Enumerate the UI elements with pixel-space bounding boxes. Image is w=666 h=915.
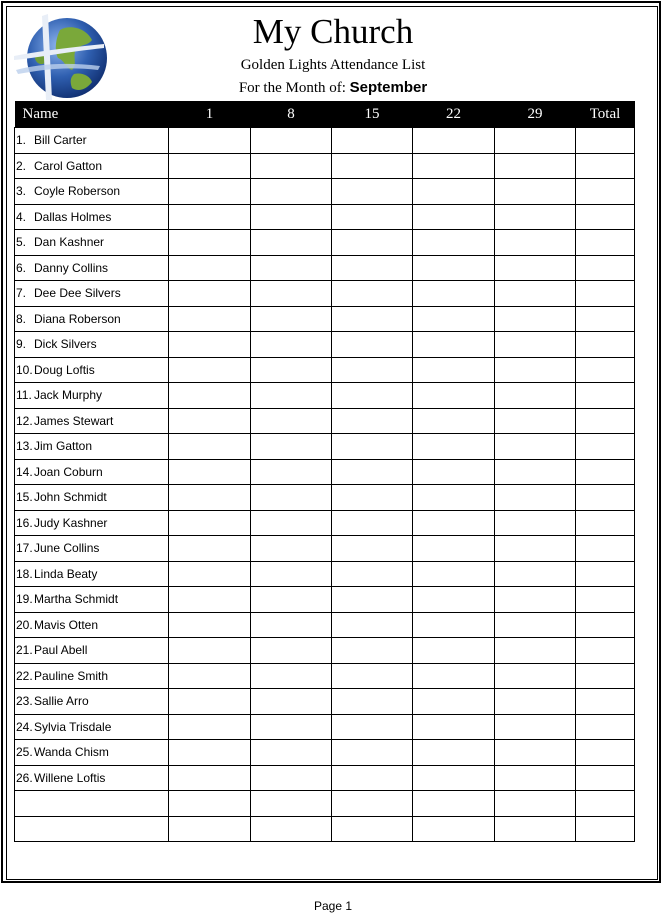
name-cell bbox=[15, 587, 169, 613]
name-cell bbox=[15, 510, 169, 536]
attendance-cell[interactable] bbox=[251, 612, 332, 638]
attendance-cell[interactable] bbox=[332, 765, 413, 791]
table-row bbox=[15, 663, 635, 689]
attendance-cell[interactable] bbox=[332, 740, 413, 766]
attendance-cell[interactable] bbox=[413, 663, 495, 689]
table-row bbox=[15, 357, 635, 383]
attendance-cell[interactable] bbox=[169, 765, 251, 791]
member-name: Dallas Holmes bbox=[34, 209, 112, 224]
table-row bbox=[15, 204, 635, 230]
attendance-cell[interactable] bbox=[332, 434, 413, 460]
attendance-cell[interactable] bbox=[169, 638, 251, 664]
month-line bbox=[0, 79, 666, 97]
attendance-cell[interactable] bbox=[495, 612, 576, 638]
attendance-cell[interactable] bbox=[495, 740, 576, 766]
row-number: 24. bbox=[16, 719, 33, 734]
attendance-cell[interactable] bbox=[413, 561, 495, 587]
row-number: 13. bbox=[16, 439, 33, 454]
name-cell bbox=[15, 816, 169, 842]
attendance-cell[interactable] bbox=[251, 408, 332, 434]
attendance-cell[interactable] bbox=[413, 765, 495, 791]
attendance-cell[interactable] bbox=[169, 714, 251, 740]
attendance-cell[interactable] bbox=[332, 714, 413, 740]
member-name: Joan Coburn bbox=[34, 464, 103, 479]
attendance-cell[interactable] bbox=[413, 332, 495, 358]
attendance-cell[interactable] bbox=[413, 689, 495, 715]
table-row bbox=[15, 459, 635, 485]
column-header-date-15: 15 bbox=[332, 101, 413, 128]
total-cell[interactable] bbox=[576, 740, 635, 766]
member-name: Martha Schmidt bbox=[34, 592, 119, 607]
total-cell[interactable] bbox=[576, 230, 635, 256]
table-row bbox=[15, 689, 635, 715]
attendance-cell[interactable] bbox=[332, 638, 413, 664]
row-number: 14. bbox=[16, 464, 33, 479]
total-cell[interactable] bbox=[576, 128, 635, 154]
attendance-cell[interactable] bbox=[413, 740, 495, 766]
total-cell[interactable] bbox=[576, 816, 635, 842]
attendance-cell[interactable] bbox=[332, 408, 413, 434]
table-row bbox=[15, 128, 635, 154]
member-name: Paul Abell bbox=[34, 643, 88, 658]
attendance-cell[interactable] bbox=[413, 230, 495, 256]
attendance-cell[interactable] bbox=[169, 536, 251, 562]
attendance-cell[interactable] bbox=[332, 612, 413, 638]
attendance-cell[interactable] bbox=[495, 689, 576, 715]
row-number: 17. bbox=[16, 541, 33, 556]
attendance-cell[interactable] bbox=[332, 153, 413, 179]
member-name: John Schmidt bbox=[34, 490, 107, 505]
attendance-cell[interactable] bbox=[332, 255, 413, 281]
row-number: 25. bbox=[16, 745, 33, 760]
attendance-cell[interactable] bbox=[495, 306, 576, 332]
total-cell[interactable] bbox=[576, 612, 635, 638]
attendance-table bbox=[14, 101, 635, 842]
attendance-cell[interactable] bbox=[169, 383, 251, 409]
total-cell[interactable] bbox=[576, 306, 635, 332]
name-cell bbox=[15, 153, 169, 179]
table-row bbox=[15, 536, 635, 562]
column-header-date-1: 1 bbox=[169, 101, 251, 128]
member-name: Carol Gatton bbox=[34, 158, 103, 173]
table-row bbox=[15, 306, 635, 332]
total-cell[interactable] bbox=[576, 714, 635, 740]
total-cell[interactable] bbox=[576, 179, 635, 205]
name-cell bbox=[15, 255, 169, 281]
list-subtitle: Golden Lights Attendance List bbox=[240, 57, 426, 73]
row-number: 10. bbox=[16, 362, 33, 377]
attendance-cell[interactable] bbox=[332, 281, 413, 307]
attendance-cell[interactable] bbox=[495, 408, 576, 434]
attendance-cell[interactable] bbox=[169, 510, 251, 536]
row-number: 2. bbox=[16, 158, 27, 173]
attendance-cell[interactable] bbox=[169, 179, 251, 205]
member-name: Sylvia Trisdale bbox=[34, 719, 112, 734]
page-number: Page 1 bbox=[313, 899, 353, 913]
name-cell bbox=[15, 459, 169, 485]
attendance-cell[interactable] bbox=[495, 791, 576, 817]
name-cell bbox=[15, 306, 169, 332]
attendance-cell[interactable] bbox=[413, 816, 495, 842]
attendance-cell[interactable] bbox=[169, 281, 251, 307]
row-number: 6. bbox=[16, 260, 27, 275]
attendance-cell[interactable] bbox=[169, 485, 251, 511]
attendance-cell[interactable] bbox=[169, 791, 251, 817]
table-row bbox=[15, 740, 635, 766]
attendance-cell[interactable] bbox=[251, 281, 332, 307]
attendance-cell[interactable] bbox=[413, 179, 495, 205]
attendance-cell[interactable] bbox=[251, 663, 332, 689]
attendance-cell[interactable] bbox=[251, 383, 332, 409]
total-cell[interactable] bbox=[576, 663, 635, 689]
member-name: Dick Silvers bbox=[34, 337, 97, 352]
attendance-cell[interactable] bbox=[332, 128, 413, 154]
attendance-cell[interactable] bbox=[251, 459, 332, 485]
table-row bbox=[15, 408, 635, 434]
attendance-cell[interactable] bbox=[495, 281, 576, 307]
attendance-cell[interactable] bbox=[251, 434, 332, 460]
table-row bbox=[15, 281, 635, 307]
total-cell[interactable] bbox=[576, 459, 635, 485]
attendance-cell[interactable] bbox=[169, 230, 251, 256]
attendance-cell[interactable] bbox=[495, 204, 576, 230]
attendance-cell[interactable] bbox=[495, 459, 576, 485]
attendance-cell[interactable] bbox=[413, 638, 495, 664]
table-row bbox=[15, 561, 635, 587]
attendance-cell[interactable] bbox=[332, 459, 413, 485]
table-row bbox=[15, 587, 635, 613]
table-row bbox=[15, 332, 635, 358]
attendance-cell[interactable] bbox=[251, 204, 332, 230]
month-value: September bbox=[349, 79, 428, 96]
attendance-cell[interactable] bbox=[495, 816, 576, 842]
total-cell[interactable] bbox=[576, 791, 635, 817]
column-header-date-8: 8 bbox=[251, 101, 332, 128]
attendance-cell[interactable] bbox=[169, 587, 251, 613]
member-name: Judy Kashner bbox=[34, 515, 108, 530]
total-cell[interactable] bbox=[576, 765, 635, 791]
attendance-cell[interactable] bbox=[413, 714, 495, 740]
attendance-cell[interactable] bbox=[169, 663, 251, 689]
attendance-cell[interactable] bbox=[251, 587, 332, 613]
member-name: Mavis Otten bbox=[34, 617, 99, 632]
table-row bbox=[15, 791, 635, 817]
member-name: Jack Murphy bbox=[34, 388, 103, 403]
attendance-cell[interactable] bbox=[169, 459, 251, 485]
attendance-cell[interactable] bbox=[495, 383, 576, 409]
attendance-cell[interactable] bbox=[251, 332, 332, 358]
column-header-name: Name bbox=[15, 101, 169, 128]
attendance-cell[interactable] bbox=[169, 612, 251, 638]
row-number: 20. bbox=[16, 617, 33, 632]
member-name: Linda Beaty bbox=[34, 566, 98, 581]
attendance-cell[interactable] bbox=[251, 306, 332, 332]
column-header-date-29: 29 bbox=[495, 101, 576, 128]
attendance-cell[interactable] bbox=[413, 204, 495, 230]
attendance-cell[interactable] bbox=[332, 230, 413, 256]
name-cell bbox=[15, 689, 169, 715]
total-cell[interactable] bbox=[576, 561, 635, 587]
attendance-cell[interactable] bbox=[495, 510, 576, 536]
member-name: Dee Dee Silvers bbox=[34, 286, 121, 301]
attendance-cell[interactable] bbox=[251, 740, 332, 766]
name-cell bbox=[15, 281, 169, 307]
row-number: 3. bbox=[16, 184, 27, 199]
attendance-cell[interactable] bbox=[495, 255, 576, 281]
member-name: Doug Loftis bbox=[34, 362, 95, 377]
attendance-cell[interactable] bbox=[251, 714, 332, 740]
row-number: 16. bbox=[16, 515, 33, 530]
name-cell bbox=[15, 128, 169, 154]
table-row bbox=[15, 510, 635, 536]
name-cell bbox=[15, 638, 169, 664]
name-cell bbox=[15, 663, 169, 689]
attendance-cell[interactable] bbox=[332, 587, 413, 613]
attendance-cell[interactable] bbox=[169, 740, 251, 766]
member-name: James Stewart bbox=[34, 413, 114, 428]
attendance-cell[interactable] bbox=[332, 561, 413, 587]
attendance-cell[interactable] bbox=[413, 357, 495, 383]
row-number: 9. bbox=[16, 337, 27, 352]
attendance-cell[interactable] bbox=[495, 638, 576, 664]
total-cell[interactable] bbox=[576, 408, 635, 434]
member-name: Diana Roberson bbox=[34, 311, 121, 326]
total-cell[interactable] bbox=[576, 153, 635, 179]
attendance-cell[interactable] bbox=[251, 255, 332, 281]
name-cell bbox=[15, 561, 169, 587]
member-name: Sallie Arro bbox=[34, 694, 89, 709]
table-row bbox=[15, 230, 635, 256]
attendance-cell[interactable] bbox=[251, 485, 332, 511]
attendance-cell[interactable] bbox=[332, 791, 413, 817]
total-cell[interactable] bbox=[576, 434, 635, 460]
table-row bbox=[15, 612, 635, 638]
attendance-cell[interactable] bbox=[495, 765, 576, 791]
table-row bbox=[15, 179, 635, 205]
attendance-cell[interactable] bbox=[332, 383, 413, 409]
attendance-cell[interactable] bbox=[332, 536, 413, 562]
attendance-cell[interactable] bbox=[332, 485, 413, 511]
attendance-cell[interactable] bbox=[169, 561, 251, 587]
table-row bbox=[15, 638, 635, 664]
attendance-cell[interactable] bbox=[495, 714, 576, 740]
name-cell bbox=[15, 765, 169, 791]
attendance-cell[interactable] bbox=[251, 791, 332, 817]
name-cell bbox=[15, 536, 169, 562]
attendance-cell[interactable] bbox=[169, 816, 251, 842]
table-row bbox=[15, 765, 635, 791]
attendance-cell[interactable] bbox=[495, 434, 576, 460]
attendance-cell[interactable] bbox=[495, 561, 576, 587]
attendance-cell[interactable] bbox=[413, 153, 495, 179]
total-cell[interactable] bbox=[576, 383, 635, 409]
name-cell bbox=[15, 612, 169, 638]
attendance-cell[interactable] bbox=[413, 306, 495, 332]
total-cell[interactable] bbox=[576, 536, 635, 562]
attendance-cell[interactable] bbox=[332, 204, 413, 230]
attendance-cell[interactable] bbox=[413, 536, 495, 562]
attendance-cell[interactable] bbox=[495, 128, 576, 154]
name-cell bbox=[15, 179, 169, 205]
total-cell[interactable] bbox=[576, 485, 635, 511]
attendance-cell[interactable] bbox=[251, 689, 332, 715]
table-row bbox=[15, 485, 635, 511]
name-cell bbox=[15, 408, 169, 434]
total-cell[interactable] bbox=[576, 357, 635, 383]
attendance-cell[interactable] bbox=[495, 663, 576, 689]
name-cell bbox=[15, 204, 169, 230]
attendance-cell[interactable] bbox=[413, 459, 495, 485]
attendance-cell[interactable] bbox=[251, 638, 332, 664]
attendance-cell[interactable] bbox=[169, 689, 251, 715]
total-cell[interactable] bbox=[576, 204, 635, 230]
name-cell bbox=[15, 332, 169, 358]
row-number: 1. bbox=[16, 133, 27, 148]
name-cell bbox=[15, 434, 169, 460]
attendance-cell[interactable] bbox=[413, 434, 495, 460]
row-number: 4. bbox=[16, 209, 27, 224]
member-name: Wanda Chism bbox=[34, 745, 109, 760]
attendance-cell[interactable] bbox=[495, 332, 576, 358]
attendance-cell[interactable] bbox=[413, 510, 495, 536]
attendance-cell[interactable] bbox=[332, 179, 413, 205]
attendance-cell[interactable] bbox=[332, 332, 413, 358]
attendance-cell[interactable] bbox=[169, 255, 251, 281]
name-cell bbox=[15, 485, 169, 511]
member-name: Pauline Smith bbox=[34, 668, 109, 683]
table-row bbox=[15, 383, 635, 409]
attendance-cell[interactable] bbox=[251, 536, 332, 562]
row-number: 15. bbox=[16, 490, 33, 505]
attendance-cell[interactable] bbox=[251, 153, 332, 179]
row-number: 5. bbox=[16, 235, 27, 250]
total-cell[interactable] bbox=[576, 638, 635, 664]
attendance-cell[interactable] bbox=[495, 485, 576, 511]
month-label: For the Month of: bbox=[238, 80, 346, 96]
row-number: 23. bbox=[16, 694, 33, 709]
attendance-cell[interactable] bbox=[169, 332, 251, 358]
attendance-cell[interactable] bbox=[251, 765, 332, 791]
page-title: My Church bbox=[252, 12, 414, 51]
name-cell bbox=[15, 791, 169, 817]
member-name: Coyle Roberson bbox=[34, 184, 121, 199]
attendance-cell[interactable] bbox=[251, 230, 332, 256]
column-header-total: Total bbox=[576, 101, 635, 128]
total-cell[interactable] bbox=[576, 332, 635, 358]
name-cell bbox=[15, 230, 169, 256]
attendance-cell[interactable] bbox=[169, 434, 251, 460]
total-cell[interactable] bbox=[576, 281, 635, 307]
attendance-cell[interactable] bbox=[413, 791, 495, 817]
table-row bbox=[15, 153, 635, 179]
table-header-row bbox=[15, 101, 635, 128]
attendance-cell[interactable] bbox=[251, 179, 332, 205]
row-number: 7. bbox=[16, 286, 27, 301]
row-number: 19. bbox=[16, 592, 33, 607]
attendance-cell[interactable] bbox=[169, 408, 251, 434]
total-cell[interactable] bbox=[576, 587, 635, 613]
member-name: Jim Gatton bbox=[34, 439, 93, 454]
attendance-cell[interactable] bbox=[495, 587, 576, 613]
column-header-date-22: 22 bbox=[413, 101, 495, 128]
name-cell bbox=[15, 714, 169, 740]
attendance-cell[interactable] bbox=[251, 561, 332, 587]
attendance-cell[interactable] bbox=[413, 485, 495, 511]
total-cell[interactable] bbox=[576, 510, 635, 536]
table-row bbox=[15, 255, 635, 281]
name-cell bbox=[15, 357, 169, 383]
row-number: 8. bbox=[16, 311, 27, 326]
attendance-cell[interactable] bbox=[413, 255, 495, 281]
attendance-cell[interactable] bbox=[332, 357, 413, 383]
attendance-cell[interactable] bbox=[495, 357, 576, 383]
total-cell[interactable] bbox=[576, 689, 635, 715]
attendance-cell[interactable] bbox=[413, 128, 495, 154]
attendance-cell[interactable] bbox=[495, 153, 576, 179]
attendance-cell[interactable] bbox=[332, 510, 413, 536]
attendance-cell[interactable] bbox=[169, 128, 251, 154]
row-number: 26. bbox=[16, 770, 33, 785]
attendance-cell[interactable] bbox=[169, 153, 251, 179]
attendance-cell[interactable] bbox=[413, 587, 495, 613]
row-number: 22. bbox=[16, 668, 33, 683]
total-cell[interactable] bbox=[576, 255, 635, 281]
member-name: Danny Collins bbox=[34, 260, 109, 275]
attendance-cell[interactable] bbox=[332, 306, 413, 332]
attendance-cell[interactable] bbox=[495, 536, 576, 562]
attendance-cell[interactable] bbox=[251, 816, 332, 842]
attendance-cell[interactable] bbox=[413, 612, 495, 638]
member-name: Willene Loftis bbox=[34, 770, 106, 785]
member-name: June Collins bbox=[34, 541, 100, 556]
member-name: Dan Kashner bbox=[34, 235, 105, 250]
row-number: 11. bbox=[16, 388, 32, 403]
attendance-cell[interactable] bbox=[169, 357, 251, 383]
attendance-cell[interactable] bbox=[413, 383, 495, 409]
row-number: 18. bbox=[16, 566, 33, 581]
name-cell bbox=[15, 383, 169, 409]
name-cell bbox=[15, 740, 169, 766]
row-number: 21. bbox=[16, 643, 33, 658]
attendance-cell[interactable] bbox=[169, 204, 251, 230]
table-row bbox=[15, 816, 635, 842]
attendance-cell[interactable] bbox=[413, 408, 495, 434]
attendance-cell[interactable] bbox=[251, 510, 332, 536]
member-name: Bill Carter bbox=[34, 133, 87, 148]
attendance-cell[interactable] bbox=[495, 230, 576, 256]
attendance-cell[interactable] bbox=[251, 128, 332, 154]
attendance-cell[interactable] bbox=[251, 357, 332, 383]
attendance-cell[interactable] bbox=[332, 663, 413, 689]
table-row bbox=[15, 714, 635, 740]
attendance-cell[interactable] bbox=[169, 306, 251, 332]
attendance-cell[interactable] bbox=[495, 179, 576, 205]
attendance-cell[interactable] bbox=[332, 689, 413, 715]
table-row bbox=[15, 434, 635, 460]
attendance-cell[interactable] bbox=[332, 816, 413, 842]
attendance-cell[interactable] bbox=[413, 281, 495, 307]
row-number: 12. bbox=[16, 413, 33, 428]
